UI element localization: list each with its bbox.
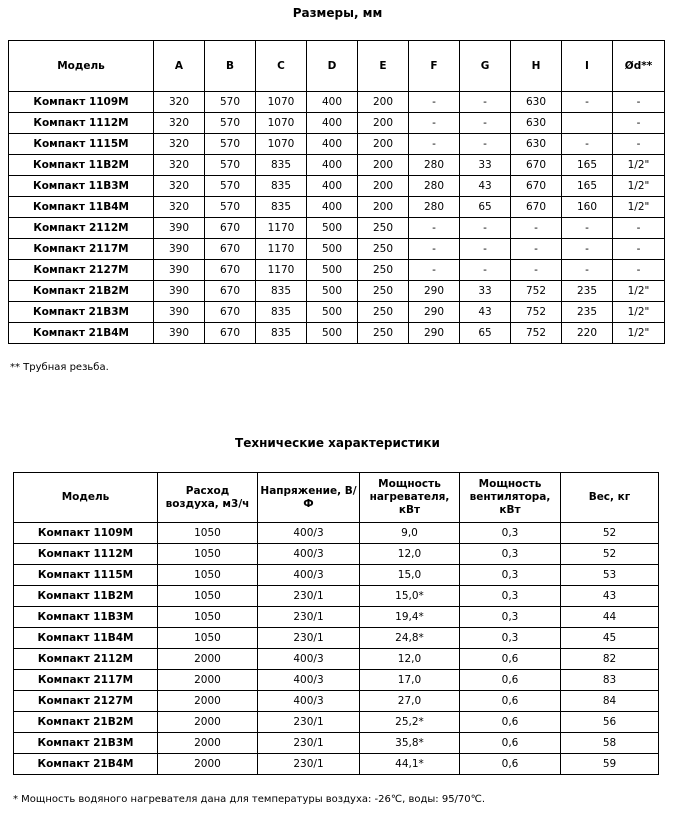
- value-cell: 670: [205, 323, 256, 344]
- value-cell: 52: [561, 523, 659, 544]
- table-row: [9, 260, 665, 281]
- model-cell: Компакт 2127М: [9, 260, 154, 281]
- value-cell: 230/1: [258, 733, 360, 754]
- model-cell: Компакт 1109М: [14, 523, 158, 544]
- value-cell: 390: [154, 323, 205, 344]
- technical-header-row: [14, 473, 659, 523]
- value-cell: 752: [511, 281, 562, 302]
- column-header: Мощность нагревателя, кВт: [360, 473, 460, 523]
- value-cell: 1/2": [613, 281, 665, 302]
- column-header: E: [358, 41, 409, 92]
- value-cell: 15,0: [360, 565, 460, 586]
- model-cell: Компакт 1112М: [14, 544, 158, 565]
- value-cell: 390: [154, 281, 205, 302]
- value-cell: 570: [205, 197, 256, 218]
- value-cell: 390: [154, 302, 205, 323]
- value-cell: 1050: [158, 565, 258, 586]
- model-cell: Компакт 21В3М: [14, 733, 158, 754]
- value-cell: 1070: [256, 134, 307, 155]
- value-cell: 835: [256, 302, 307, 323]
- value-cell: 65: [460, 197, 511, 218]
- value-cell: 2000: [158, 649, 258, 670]
- value-cell: 670: [205, 281, 256, 302]
- dimensions-table: [8, 40, 665, 344]
- value-cell: 160: [562, 197, 613, 218]
- value-cell: 0,6: [460, 670, 561, 691]
- value-cell: 570: [205, 92, 256, 113]
- value-cell: 200: [358, 134, 409, 155]
- table-row: [14, 754, 659, 775]
- dimensions-header-row: [9, 41, 665, 92]
- value-cell: -: [613, 134, 665, 155]
- value-cell: 0,6: [460, 691, 561, 712]
- value-cell: -: [613, 92, 665, 113]
- model-cell: Компакт 1109М: [9, 92, 154, 113]
- value-cell: 250: [358, 323, 409, 344]
- value-cell: 230/1: [258, 586, 360, 607]
- column-header: Вес, кг: [561, 473, 659, 523]
- model-cell: Компакт 21В2М: [14, 712, 158, 733]
- table-row: [9, 239, 665, 260]
- value-cell: 235: [562, 302, 613, 323]
- model-cell: Компакт 2112М: [14, 649, 158, 670]
- value-cell: 12,0: [360, 649, 460, 670]
- model-cell: Компакт 2127М: [14, 691, 158, 712]
- value-cell: 35,8*: [360, 733, 460, 754]
- value-cell: 390: [154, 239, 205, 260]
- value-cell: 33: [460, 281, 511, 302]
- value-cell: 56: [561, 712, 659, 733]
- value-cell: 500: [307, 218, 358, 239]
- value-cell: 1/2": [613, 176, 665, 197]
- value-cell: 250: [358, 302, 409, 323]
- value-cell: 24,8*: [360, 628, 460, 649]
- value-cell: 2000: [158, 733, 258, 754]
- value-cell: 630: [511, 134, 562, 155]
- table-row: [14, 607, 659, 628]
- value-cell: 250: [358, 260, 409, 281]
- model-cell: Компакт 11В2М: [9, 155, 154, 176]
- value-cell: -: [460, 260, 511, 281]
- column-header: G: [460, 41, 511, 92]
- value-cell: 0,3: [460, 586, 561, 607]
- value-cell: 400/3: [258, 544, 360, 565]
- value-cell: 570: [205, 113, 256, 134]
- value-cell: 630: [511, 113, 562, 134]
- value-cell: 1050: [158, 628, 258, 649]
- column-header: A: [154, 41, 205, 92]
- table-row: [14, 670, 659, 691]
- value-cell: 500: [307, 323, 358, 344]
- table-row: [14, 565, 659, 586]
- technical-title: Технические характеристики: [235, 436, 440, 450]
- column-header: Расход воздуха, м3/ч: [158, 473, 258, 523]
- table-row: [14, 523, 659, 544]
- value-cell: 45: [561, 628, 659, 649]
- value-cell: -: [409, 92, 460, 113]
- dimensions-title: Размеры, мм: [292, 6, 383, 20]
- value-cell: 752: [511, 302, 562, 323]
- value-cell: 400: [307, 176, 358, 197]
- value-cell: 0,6: [460, 649, 561, 670]
- value-cell: 1/2": [613, 302, 665, 323]
- value-cell: 400: [307, 113, 358, 134]
- value-cell: 220: [562, 323, 613, 344]
- value-cell: 280: [409, 176, 460, 197]
- value-cell: 290: [409, 302, 460, 323]
- table-row: [14, 712, 659, 733]
- value-cell: 400: [307, 155, 358, 176]
- value-cell: 280: [409, 155, 460, 176]
- value-cell: 835: [256, 323, 307, 344]
- value-cell: 400/3: [258, 565, 360, 586]
- column-header: C: [256, 41, 307, 92]
- value-cell: 630: [511, 92, 562, 113]
- value-cell: 2000: [158, 670, 258, 691]
- value-cell: 84: [561, 691, 659, 712]
- column-header: D: [307, 41, 358, 92]
- value-cell: 400/3: [258, 691, 360, 712]
- value-cell: 250: [358, 218, 409, 239]
- column-header: Мощность вентилятора, кВт: [460, 473, 561, 523]
- value-cell: 165: [562, 176, 613, 197]
- value-cell: -: [460, 218, 511, 239]
- value-cell: -: [613, 260, 665, 281]
- value-cell: 52: [561, 544, 659, 565]
- value-cell: 0,3: [460, 565, 561, 586]
- value-cell: 570: [205, 134, 256, 155]
- value-cell: 320: [154, 134, 205, 155]
- value-cell: 280: [409, 197, 460, 218]
- value-cell: 17,0: [360, 670, 460, 691]
- value-cell: 83: [561, 670, 659, 691]
- value-cell: 1/2": [613, 155, 665, 176]
- value-cell: 44: [561, 607, 659, 628]
- value-cell: 1/2": [613, 197, 665, 218]
- value-cell: 835: [256, 155, 307, 176]
- model-cell: Компакт 2117М: [9, 239, 154, 260]
- table-row: [14, 733, 659, 754]
- value-cell: 200: [358, 176, 409, 197]
- value-cell: 250: [358, 239, 409, 260]
- value-cell: 82: [561, 649, 659, 670]
- value-cell: 320: [154, 155, 205, 176]
- value-cell: 500: [307, 281, 358, 302]
- value-cell: 1170: [256, 218, 307, 239]
- model-cell: Компакт 21В4М: [9, 323, 154, 344]
- model-cell: Компакт 1115М: [9, 134, 154, 155]
- value-cell: 320: [154, 92, 205, 113]
- value-cell: 670: [205, 218, 256, 239]
- value-cell: 835: [256, 197, 307, 218]
- value-cell: 2000: [158, 754, 258, 775]
- model-cell: Компакт 2112М: [9, 218, 154, 239]
- value-cell: 390: [154, 218, 205, 239]
- technical-footnote: * Мощность водяного нагревателя дана для температуры воздуха: -26℃, воды: 95/70℃.: [13, 794, 486, 805]
- model-cell: Компакт 21В3М: [9, 302, 154, 323]
- value-cell: 27,0: [360, 691, 460, 712]
- value-cell: 44,1*: [360, 754, 460, 775]
- column-header: B: [205, 41, 256, 92]
- table-row: [9, 176, 665, 197]
- table-row: [9, 92, 665, 113]
- column-header: Напряжение, В/Ф: [258, 473, 360, 523]
- table-row: [14, 691, 659, 712]
- value-cell: 58: [561, 733, 659, 754]
- value-cell: 290: [409, 281, 460, 302]
- column-header: H: [511, 41, 562, 92]
- table-row: [9, 218, 665, 239]
- model-cell: Компакт 2117М: [14, 670, 158, 691]
- value-cell: -: [460, 134, 511, 155]
- value-cell: 43: [561, 586, 659, 607]
- value-cell: 200: [358, 113, 409, 134]
- value-cell: 59: [561, 754, 659, 775]
- value-cell: 25,2*: [360, 712, 460, 733]
- value-cell: 9,0: [360, 523, 460, 544]
- value-cell: -: [460, 92, 511, 113]
- value-cell: -: [562, 134, 613, 155]
- value-cell: -: [409, 260, 460, 281]
- value-cell: 235: [562, 281, 613, 302]
- value-cell: 165: [562, 155, 613, 176]
- value-cell: 2000: [158, 712, 258, 733]
- table-row: [9, 197, 665, 218]
- value-cell: 65: [460, 323, 511, 344]
- value-cell: -: [460, 239, 511, 260]
- value-cell: -: [613, 239, 665, 260]
- value-cell: 500: [307, 260, 358, 281]
- value-cell: 670: [511, 176, 562, 197]
- value-cell: 33: [460, 155, 511, 176]
- value-cell: [562, 113, 613, 134]
- value-cell: 835: [256, 176, 307, 197]
- value-cell: 230/1: [258, 712, 360, 733]
- value-cell: 1050: [158, 607, 258, 628]
- value-cell: 0,6: [460, 754, 561, 775]
- value-cell: -: [511, 260, 562, 281]
- value-cell: 200: [358, 155, 409, 176]
- model-cell: Компакт 11В2М: [14, 586, 158, 607]
- table-row: [14, 628, 659, 649]
- value-cell: 320: [154, 113, 205, 134]
- value-cell: -: [613, 113, 665, 134]
- table-row: [14, 586, 659, 607]
- model-cell: Компакт 11В4М: [14, 628, 158, 649]
- technical-table: [13, 472, 659, 775]
- table-row: [9, 281, 665, 302]
- table-row: [14, 544, 659, 565]
- value-cell: 320: [154, 197, 205, 218]
- value-cell: 200: [358, 92, 409, 113]
- column-header: Модель: [9, 41, 154, 92]
- value-cell: 53: [561, 565, 659, 586]
- value-cell: 670: [511, 197, 562, 218]
- value-cell: 0,6: [460, 712, 561, 733]
- value-cell: 835: [256, 281, 307, 302]
- model-cell: Компакт 21В4М: [14, 754, 158, 775]
- value-cell: 19,4*: [360, 607, 460, 628]
- value-cell: 0,3: [460, 628, 561, 649]
- value-cell: 0,3: [460, 544, 561, 565]
- value-cell: -: [409, 134, 460, 155]
- value-cell: 1070: [256, 113, 307, 134]
- value-cell: 290: [409, 323, 460, 344]
- table-row: [9, 134, 665, 155]
- value-cell: -: [562, 239, 613, 260]
- value-cell: -: [562, 92, 613, 113]
- value-cell: 230/1: [258, 628, 360, 649]
- value-cell: -: [409, 113, 460, 134]
- value-cell: -: [409, 218, 460, 239]
- value-cell: 400/3: [258, 649, 360, 670]
- value-cell: 670: [511, 155, 562, 176]
- model-cell: Компакт 11В3М: [9, 176, 154, 197]
- value-cell: 250: [358, 281, 409, 302]
- table-row: [9, 302, 665, 323]
- value-cell: 0,6: [460, 733, 561, 754]
- value-cell: 400/3: [258, 523, 360, 544]
- value-cell: 400/3: [258, 670, 360, 691]
- value-cell: 670: [205, 239, 256, 260]
- value-cell: 752: [511, 323, 562, 344]
- model-cell: Компакт 21В2М: [9, 281, 154, 302]
- value-cell: -: [613, 218, 665, 239]
- value-cell: -: [562, 260, 613, 281]
- value-cell: -: [460, 113, 511, 134]
- value-cell: -: [511, 218, 562, 239]
- value-cell: 1050: [158, 523, 258, 544]
- value-cell: 500: [307, 239, 358, 260]
- value-cell: 230/1: [258, 607, 360, 628]
- table-row: [9, 323, 665, 344]
- value-cell: 1170: [256, 239, 307, 260]
- value-cell: 400: [307, 197, 358, 218]
- table-row: [9, 155, 665, 176]
- value-cell: -: [409, 239, 460, 260]
- value-cell: 15,0*: [360, 586, 460, 607]
- value-cell: 43: [460, 302, 511, 323]
- value-cell: 570: [205, 176, 256, 197]
- model-cell: Компакт 11В3М: [14, 607, 158, 628]
- value-cell: 12,0: [360, 544, 460, 565]
- table-row: [9, 113, 665, 134]
- value-cell: 1050: [158, 586, 258, 607]
- value-cell: 1/2": [613, 323, 665, 344]
- column-header: Ød**: [613, 41, 665, 92]
- column-header: F: [409, 41, 460, 92]
- value-cell: 500: [307, 302, 358, 323]
- value-cell: 670: [205, 260, 256, 281]
- value-cell: 400: [307, 134, 358, 155]
- value-cell: 0,3: [460, 523, 561, 544]
- table-row: [14, 649, 659, 670]
- model-cell: Компакт 11В4М: [9, 197, 154, 218]
- model-cell: Компакт 1112М: [9, 113, 154, 134]
- value-cell: 230/1: [258, 754, 360, 775]
- value-cell: 0,3: [460, 607, 561, 628]
- value-cell: -: [511, 239, 562, 260]
- value-cell: 1170: [256, 260, 307, 281]
- value-cell: 200: [358, 197, 409, 218]
- value-cell: 570: [205, 155, 256, 176]
- value-cell: 400: [307, 92, 358, 113]
- dimensions-footnote: ** Трубная резьба.: [10, 362, 109, 373]
- value-cell: 43: [460, 176, 511, 197]
- value-cell: 390: [154, 260, 205, 281]
- value-cell: 1070: [256, 92, 307, 113]
- value-cell: 1050: [158, 544, 258, 565]
- column-header: I: [562, 41, 613, 92]
- value-cell: 320: [154, 176, 205, 197]
- value-cell: 670: [205, 302, 256, 323]
- value-cell: 2000: [158, 691, 258, 712]
- value-cell: -: [562, 218, 613, 239]
- column-header: Модель: [14, 473, 158, 523]
- model-cell: Компакт 1115М: [14, 565, 158, 586]
